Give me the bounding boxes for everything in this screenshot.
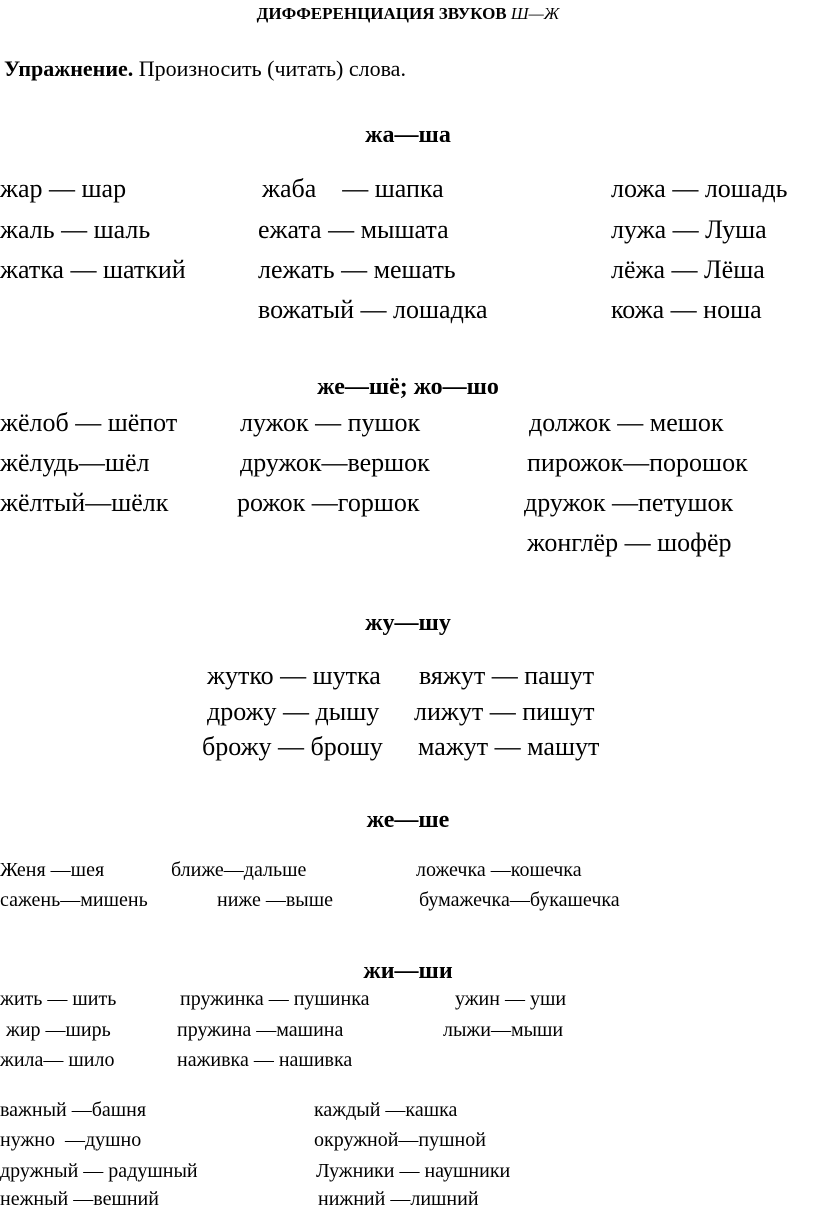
word-pair: пружина —машина <box>177 1019 344 1041</box>
word-pair: бумажечка—букашечка <box>419 889 620 911</box>
word-pair: жила— шило <box>0 1049 115 1071</box>
word-pair: каждый —кашка <box>314 1099 458 1121</box>
word-pair: ближе—дальше <box>171 859 307 881</box>
word-pair: лыжи—мыши <box>443 1019 564 1041</box>
word-pair: вожатый — лошадка <box>258 295 488 324</box>
word-pair: нужно —душно <box>0 1129 142 1151</box>
word-pair: жёлудь—шёл <box>0 448 150 477</box>
word-pair: лежать — мешать <box>258 255 456 284</box>
word-pair: жутко — шутка <box>207 661 381 690</box>
word-pair: ложа — лошадь <box>611 174 788 203</box>
section-heading-zha-sha: жа—ша <box>365 122 451 148</box>
word-pair: жатка — шаткий <box>0 255 186 284</box>
word-pair: мажут — машут <box>418 732 600 761</box>
word-pair: ложечка —кошечка <box>416 859 582 881</box>
instruction-text: Произносить (читать) слова. <box>138 56 406 81</box>
section-heading-zhu-shu: жу—шу <box>365 610 451 636</box>
word-pair: сажень—мишень <box>0 889 148 911</box>
instruction <box>4 56 406 82</box>
word-pair: брожу — брошу <box>202 732 383 761</box>
word-pair: жар — шар <box>0 174 127 203</box>
word-pair: должок — мешок <box>529 408 724 437</box>
word-pair: жаль — шаль <box>0 215 151 244</box>
word-pair: лужок — пушок <box>240 408 421 437</box>
word-pair: дрожу — дышу <box>207 697 380 726</box>
word-pair: нежный —вешний <box>0 1188 159 1210</box>
word-pair: кожа — ноша <box>611 295 762 324</box>
word-pair: ниже —выше <box>217 889 333 911</box>
word-pair: ужин — уши <box>455 988 567 1010</box>
title-sounds: Ш—Ж <box>510 4 560 23</box>
word-pair: жёлоб — шёпот <box>0 408 178 437</box>
word-pair: лёжа — Лёша <box>611 255 765 284</box>
title-main: ДИФФЕРЕНЦИАЦИЯ ЗВУКОВ <box>256 4 507 23</box>
word-pair: лужа — Луша <box>611 215 767 244</box>
word-pair: важный —башня <box>0 1099 147 1121</box>
word-pair: жонглёр — шофёр <box>527 528 732 557</box>
word-pair: жаба — шапка <box>262 174 444 203</box>
word-pair: жёлтый—шёлк <box>0 488 169 517</box>
word-pair: пружинка — пушинка <box>180 988 370 1010</box>
instruction-label: Упражнение. <box>4 56 134 81</box>
word-pair: наживка — нашивка <box>177 1049 353 1071</box>
word-pair: Женя —шея <box>0 859 105 881</box>
section-heading-zhi-shi: жи—ши <box>363 958 453 984</box>
word-pair: вяжут — пашут <box>419 661 595 690</box>
word-pair: жить — шить <box>0 988 117 1010</box>
page-title <box>0 4 816 24</box>
word-pair: лижут — пишут <box>414 697 595 726</box>
word-pair: пирожок—порошок <box>527 448 748 477</box>
section-heading-zhe-she: же—ше <box>366 807 450 833</box>
word-pair: дружок —петушок <box>524 488 734 517</box>
word-pair: рожок —горшок <box>237 488 420 517</box>
word-pair: нижний —лишний <box>318 1188 479 1210</box>
word-pair: ежата — мышата <box>258 215 449 244</box>
word-pair: дружок—вершок <box>240 448 430 477</box>
word-pair: Лужники — наушники <box>316 1160 511 1182</box>
word-pair: дружный — радушный <box>0 1160 198 1182</box>
section-heading-zhe-sho: же—шё; жо—шо <box>317 374 499 400</box>
word-pair: окружной—пушной <box>314 1129 486 1151</box>
word-pair: жир —ширь <box>6 1019 111 1041</box>
